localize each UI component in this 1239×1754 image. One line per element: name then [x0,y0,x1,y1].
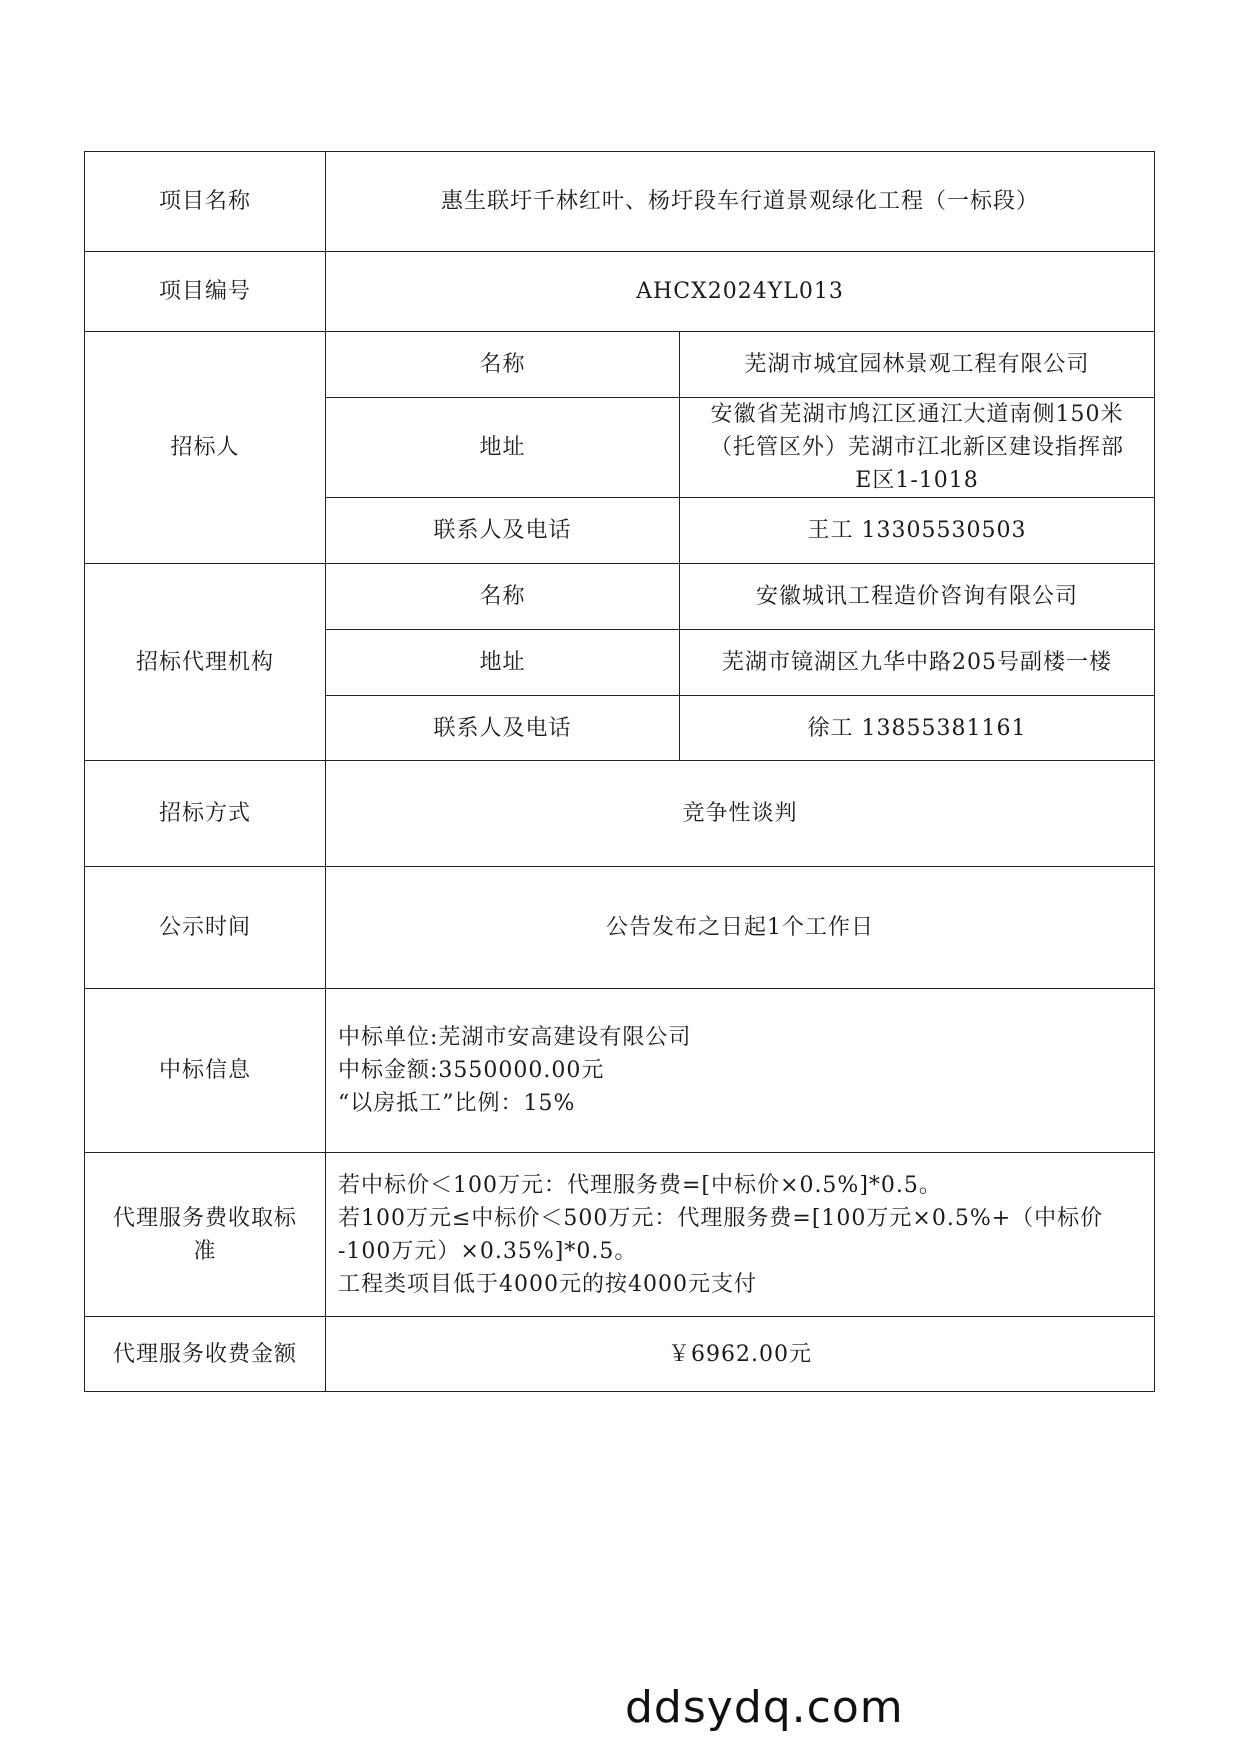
fee-standard-label-line-1: 代理服务费收取标 [112,1205,297,1231]
project-name-value: 惠生联圩千林红叶、杨圩段车行道景观绿化工程（一标段） [326,152,1155,252]
agency-contact-value: 徐工 13855381161 [680,696,1155,761]
fee-standard-label-line-2: 准 [193,1238,217,1264]
row-tenderer-name [85,332,1155,398]
row-project-name [85,152,1155,252]
tenderer-contact-label: 联系人及电话 [326,498,680,564]
watermark-text: ddsydq.com [625,1682,904,1733]
agency-name-label: 名称 [326,564,680,630]
house-offset-ratio-line: “以房抵工”比例：15% [338,1091,576,1116]
tenderer-name-label: 名称 [326,332,680,398]
tenderer-address-line-1: 安徽省芜湖市鸠江区通江大道南侧150米 [710,402,1124,427]
fee-standard-label [85,1153,326,1317]
row-winning-info [85,989,1155,1153]
row-agency-name [85,564,1155,630]
tenderer-label: 招标人 [85,332,326,564]
tenderer-address-label: 地址 [326,398,680,498]
fee-standard-value [326,1153,1155,1317]
project-code-label: 项目编号 [85,252,326,332]
publicity-period-label: 公示时间 [85,867,326,989]
fee-rule-line-3: -100万元）×0.35%]*0.5。 [338,1238,638,1264]
tenderer-address-line-2: （托管区外）芜湖市江北新区建设指挥部 [710,435,1125,460]
tenderer-name-value: 芜湖市城宜园林景观工程有限公司 [680,332,1155,398]
tenderer-address-line-3: E区1-1018 [855,468,979,493]
tenderer-contact-value: 王工 13305530503 [680,498,1155,564]
publicity-period-value: 公告发布之日起1个工作日 [326,867,1155,989]
row-publicity-period [85,867,1155,989]
fee-amount-value: ￥6962.00元 [326,1317,1155,1392]
winning-info-value [326,989,1155,1153]
agency-contact-label: 联系人及电话 [326,696,680,761]
agency-label: 招标代理机构 [85,564,326,761]
fee-rule-line-1: 若中标价＜100万元：代理服务费=[中标价×0.5%]*0.5。 [338,1172,942,1198]
row-fee-amount [85,1317,1155,1392]
row-tender-method [85,761,1155,867]
fee-rule-line-4: 工程类项目低于4000元的按4000元支付 [338,1271,757,1297]
project-name-label: 项目名称 [85,152,326,252]
agency-name-value: 安徽城讯工程造价咨询有限公司 [680,564,1155,630]
row-project-code [85,252,1155,332]
row-fee-standard [85,1153,1155,1317]
agency-address-value: 芜湖市镜湖区九华中路205号副楼一楼 [680,630,1155,696]
bid-result-table [84,151,1155,1392]
tender-method-label: 招标方式 [85,761,326,867]
winning-info-label: 中标信息 [85,989,326,1153]
winning-unit-line: 中标单位:芜湖市安高建设有限公司 [338,1025,692,1050]
winning-amount-line: 中标金额:3550000.00元 [338,1058,605,1083]
tender-method-value: 竞争性谈判 [326,761,1155,867]
tenderer-address-value [680,398,1155,498]
project-code-value: AHCX2024YL013 [326,252,1155,332]
fee-rule-line-2: 若100万元≤中标价＜500万元：代理服务费=[100万元×0.5%+（中标价 [338,1205,1104,1231]
agency-address-label: 地址 [326,630,680,696]
fee-amount-label: 代理服务收费金额 [85,1317,326,1392]
